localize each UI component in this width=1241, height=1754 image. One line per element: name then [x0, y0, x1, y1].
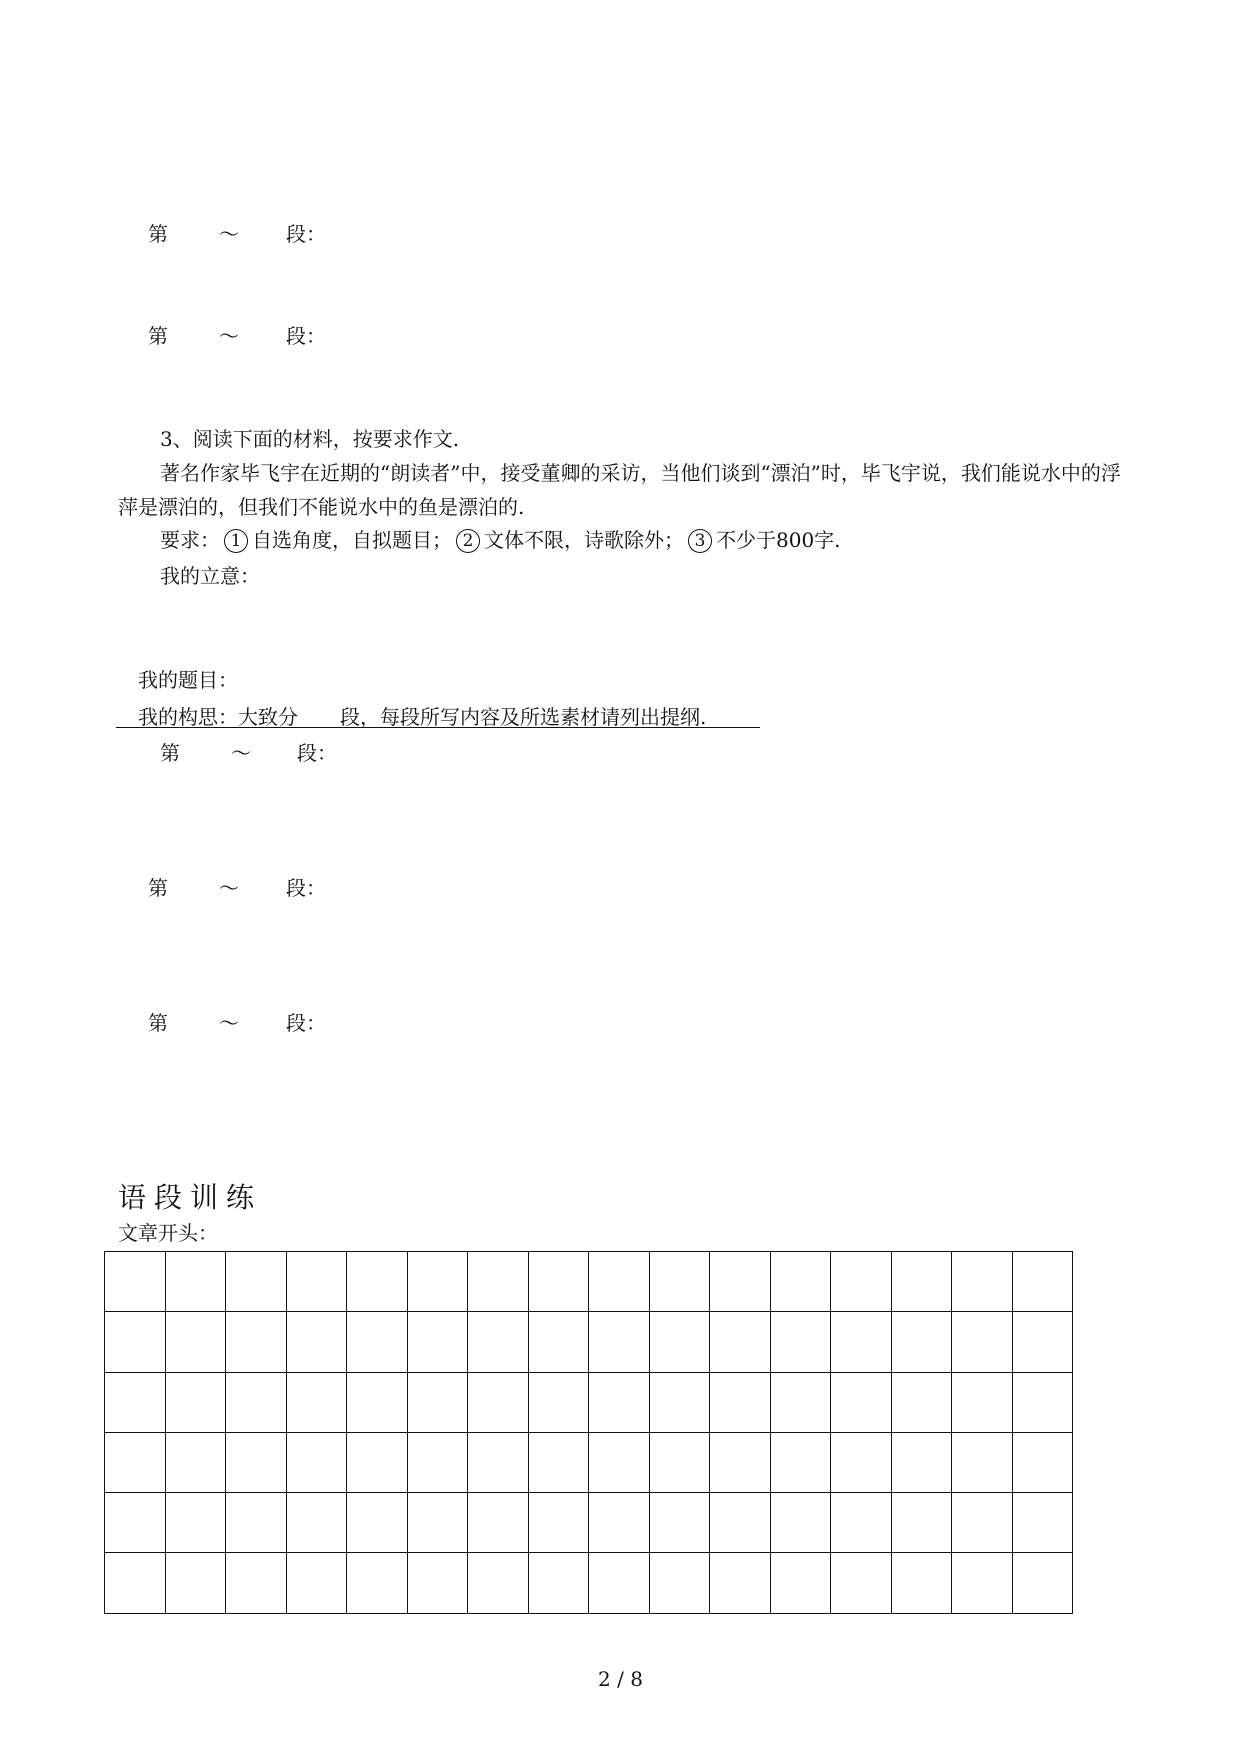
outline-di: 第: [148, 876, 168, 900]
writing-grid[interactable]: [104, 1251, 1073, 1614]
grid-cell[interactable]: [226, 1432, 287, 1492]
grid-cell[interactable]: [468, 1312, 529, 1372]
grid-cell[interactable]: [952, 1432, 1013, 1492]
grid-cell[interactable]: [770, 1553, 831, 1613]
section-heading: 语段训练: [118, 1181, 263, 1214]
grid-cell[interactable]: [286, 1312, 347, 1372]
grid-row: [105, 1252, 1073, 1312]
grid-cell[interactable]: [226, 1312, 287, 1372]
my-plan-line: [138, 705, 706, 729]
question-3-requirements: [160, 528, 841, 553]
grid-cell[interactable]: [528, 1432, 589, 1492]
outline-tilde: ～: [219, 324, 239, 348]
grid-cell[interactable]: [649, 1493, 710, 1553]
grid-cell[interactable]: [952, 1312, 1013, 1372]
grid-cell[interactable]: [407, 1372, 468, 1432]
grid-row: [105, 1372, 1073, 1432]
grid-cell[interactable]: [105, 1252, 166, 1312]
grid-cell[interactable]: [407, 1493, 468, 1553]
grid-cell[interactable]: [347, 1312, 408, 1372]
grid-cell[interactable]: [165, 1252, 226, 1312]
outline-tilde: ～: [219, 876, 239, 900]
outline-tilde: ～: [219, 1011, 239, 1035]
grid-cell[interactable]: [770, 1372, 831, 1432]
grid-cell[interactable]: [165, 1553, 226, 1613]
grid-cell[interactable]: [468, 1493, 529, 1553]
grid-cell[interactable]: [347, 1432, 408, 1492]
grid-cell[interactable]: [589, 1252, 650, 1312]
circled-number-2: 2: [456, 529, 480, 553]
grid-cell[interactable]: [347, 1252, 408, 1312]
my-title-label: 我的题目：: [138, 668, 238, 692]
grid-cell[interactable]: [347, 1493, 408, 1553]
grid-cell[interactable]: [407, 1553, 468, 1613]
grid-cell[interactable]: [649, 1553, 710, 1613]
grid-cell[interactable]: [1012, 1252, 1073, 1312]
grid-cell[interactable]: [528, 1553, 589, 1613]
grid-cell[interactable]: [589, 1432, 650, 1492]
grid-cell[interactable]: [1012, 1493, 1073, 1553]
outline-duan: 段：: [286, 222, 326, 246]
grid-cell[interactable]: [649, 1252, 710, 1312]
grid-cell[interactable]: [468, 1432, 529, 1492]
grid-cell[interactable]: [649, 1312, 710, 1372]
grid-cell[interactable]: [770, 1493, 831, 1553]
my-plan-part-a: 我的构思：大致分: [138, 705, 298, 729]
requirement-3: 不少于800字.: [716, 528, 841, 552]
grid-cell[interactable]: [589, 1493, 650, 1553]
grid-cell[interactable]: [649, 1432, 710, 1492]
grid-cell[interactable]: [589, 1372, 650, 1432]
grid-cell[interactable]: [891, 1553, 952, 1613]
grid-cell[interactable]: [226, 1553, 287, 1613]
circled-number-3: 3: [688, 529, 712, 553]
grid-cell[interactable]: [770, 1432, 831, 1492]
page-number: 2 / 8: [598, 1667, 643, 1691]
grid-cell[interactable]: [226, 1372, 287, 1432]
grid-row: [105, 1432, 1073, 1492]
outline-di: 第: [148, 324, 168, 348]
grid-cell[interactable]: [952, 1493, 1013, 1553]
grid-cell[interactable]: [831, 1312, 892, 1372]
grid-cell[interactable]: [589, 1553, 650, 1613]
question-3-material: 著名作家毕飞宇在近期的“朗读者”中，接受董卿的采访，当他们谈到“漂泊”时，毕飞宇说，我们能说水中的浮萍是漂泊的，但我们不能说水中的鱼是漂泊的.: [118, 461, 1121, 519]
grid-row: [105, 1553, 1073, 1613]
plan-underline: [116, 727, 760, 728]
grid-cell[interactable]: [710, 1312, 771, 1372]
grid-cell[interactable]: [105, 1312, 166, 1372]
grid-cell[interactable]: [105, 1372, 166, 1432]
requirement-2: 文体不限，诗歌除外；: [484, 528, 684, 552]
requirements-prefix: 要求：: [160, 528, 220, 552]
grid-cell[interactable]: [710, 1553, 771, 1613]
grid-cell[interactable]: [528, 1252, 589, 1312]
grid-cell[interactable]: [468, 1252, 529, 1312]
circled-number-1: 1: [224, 529, 248, 553]
grid-cell[interactable]: [528, 1312, 589, 1372]
outline-tilde: ～: [219, 222, 239, 246]
grid-cell[interactable]: [831, 1252, 892, 1312]
grid-cell[interactable]: [407, 1432, 468, 1492]
grid-cell[interactable]: [165, 1312, 226, 1372]
grid-cell[interactable]: [770, 1312, 831, 1372]
grid-cell[interactable]: [165, 1432, 226, 1492]
requirement-1: 自选角度，自拟题目；: [252, 528, 452, 552]
grid-cell[interactable]: [952, 1553, 1013, 1613]
outline-duan: 段：: [297, 741, 337, 765]
grid-cell[interactable]: [1012, 1553, 1073, 1613]
grid-cell[interactable]: [347, 1553, 408, 1613]
grid-cell[interactable]: [952, 1252, 1013, 1312]
grid-cell[interactable]: [286, 1553, 347, 1613]
my-plan-part-b: 段，每段所写内容及所选素材请列出提纲.: [340, 705, 707, 729]
outline-di: 第: [148, 1011, 168, 1035]
grid-cell[interactable]: [770, 1252, 831, 1312]
grid-cell[interactable]: [831, 1372, 892, 1432]
outline-di: 第: [160, 741, 180, 765]
grid-cell[interactable]: [165, 1493, 226, 1553]
grid-cell[interactable]: [286, 1493, 347, 1553]
opening-label: 文章开头：: [118, 1221, 218, 1245]
grid-cell[interactable]: [1012, 1312, 1073, 1372]
grid-cell[interactable]: [891, 1372, 952, 1432]
grid-cell[interactable]: [347, 1372, 408, 1432]
grid-cell[interactable]: [952, 1372, 1013, 1432]
grid-cell[interactable]: [710, 1252, 771, 1312]
my-idea-label: 我的立意：: [160, 564, 260, 588]
grid-cell[interactable]: [891, 1252, 952, 1312]
grid-cell[interactable]: [407, 1252, 468, 1312]
grid-cell[interactable]: [831, 1493, 892, 1553]
outline-tilde: ～: [231, 741, 251, 765]
grid-cell[interactable]: [891, 1493, 952, 1553]
outline-duan: 段：: [286, 876, 326, 900]
outline-duan: 段：: [286, 1011, 326, 1035]
grid-cell[interactable]: [468, 1553, 529, 1613]
grid-cell[interactable]: [105, 1432, 166, 1492]
grid-cell[interactable]: [286, 1252, 347, 1312]
grid-cell[interactable]: [1012, 1372, 1073, 1432]
grid-cell[interactable]: [710, 1493, 771, 1553]
grid-cell[interactable]: [710, 1372, 771, 1432]
outline-duan: 段：: [286, 324, 326, 348]
grid-cell[interactable]: [528, 1372, 589, 1432]
grid-cell[interactable]: [649, 1372, 710, 1432]
grid-cell[interactable]: [831, 1432, 892, 1492]
grid-cell[interactable]: [286, 1432, 347, 1492]
grid-row: [105, 1312, 1073, 1372]
grid-cell[interactable]: [286, 1372, 347, 1432]
grid-cell[interactable]: [589, 1312, 650, 1372]
grid-cell[interactable]: [226, 1252, 287, 1312]
grid-cell[interactable]: [1012, 1432, 1073, 1492]
grid-cell[interactable]: [831, 1553, 892, 1613]
grid-cell[interactable]: [710, 1432, 771, 1492]
question-3-title: 3、阅读下面的材料，按要求作文.: [160, 427, 460, 451]
outline-di: 第: [148, 222, 168, 246]
grid-row: [105, 1493, 1073, 1553]
grid-cell[interactable]: [891, 1312, 952, 1372]
grid-cell[interactable]: [105, 1553, 166, 1613]
grid-cell[interactable]: [226, 1493, 287, 1553]
grid-cell[interactable]: [468, 1372, 529, 1432]
grid-cell[interactable]: [891, 1432, 952, 1492]
grid-cell[interactable]: [407, 1312, 468, 1372]
grid-cell[interactable]: [165, 1372, 226, 1432]
grid-cell[interactable]: [528, 1493, 589, 1553]
grid-cell[interactable]: [105, 1493, 166, 1553]
